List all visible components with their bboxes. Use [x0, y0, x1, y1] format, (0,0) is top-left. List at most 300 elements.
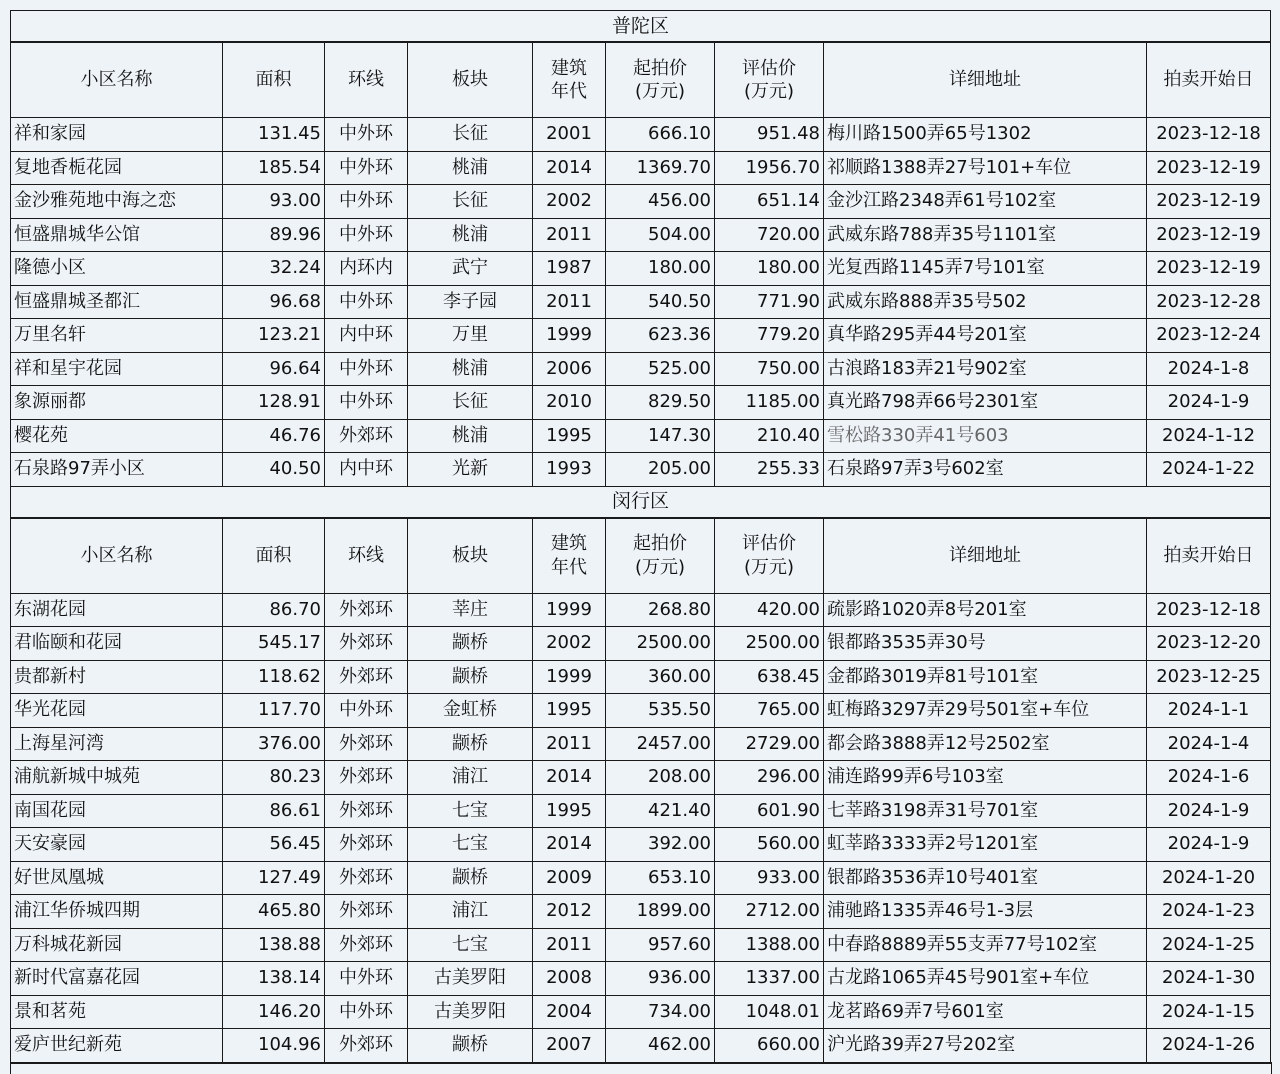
area-text: 86.61: [269, 799, 321, 821]
cell-ring-road: [325, 962, 408, 996]
cell-auction-date: [1147, 962, 1271, 996]
cell-appraisal-price: [715, 453, 824, 487]
auction-sheet: [10, 10, 1270, 1063]
ring-road-text: 外郊环: [339, 799, 393, 821]
cell-address: [824, 218, 1147, 252]
area-text: 96.64: [269, 357, 321, 379]
cell-community-name: [11, 794, 223, 828]
cell-community-name: [11, 218, 223, 252]
cell-community-name: [11, 694, 223, 728]
table-row: [11, 995, 1271, 1029]
cell-address: [824, 352, 1147, 386]
cell-start-price: [606, 761, 715, 795]
sector-text: 颛桥: [452, 1034, 488, 1056]
auction-date-text: 2024-1-25: [1161, 933, 1256, 955]
community-name-text: 浦航新城中城苑: [14, 766, 140, 788]
cell-area: [223, 660, 325, 694]
area-text: 131.45: [258, 123, 321, 145]
cell-ring-road: [325, 593, 408, 627]
sector-text: 长征: [452, 123, 488, 145]
cell-area: [223, 285, 325, 319]
cell-ring-road: [325, 995, 408, 1029]
area-text: 138.88: [258, 933, 321, 955]
start-price-text: 525.00: [648, 357, 711, 379]
area-text: 127.49: [258, 866, 321, 888]
area-text: 465.80: [258, 900, 321, 922]
cell-build-year: [533, 895, 606, 929]
table-row: [11, 218, 1271, 252]
address-text: 七莘路3198弄31号701室: [827, 799, 1039, 821]
ring-road-text: 外郊环: [339, 632, 393, 654]
column-header-row: [11, 42, 1271, 118]
cell-community-name: [11, 928, 223, 962]
cell-address: [824, 151, 1147, 185]
cell-auction-date: [1147, 761, 1271, 795]
cell-build-year: [533, 453, 606, 487]
sector-text: 古美罗阳: [434, 1000, 506, 1022]
cell-start-price: [606, 386, 715, 420]
address-text: 银都路3536弄10号401室: [827, 866, 1039, 888]
sector-text: 光新: [452, 458, 488, 480]
address-text: 真光路798弄66号2301室: [827, 391, 1039, 413]
sector-text: 古美罗阳: [434, 967, 506, 989]
cell-start-price: [606, 627, 715, 661]
community-name-text: 恒盛鼎城圣都汇: [14, 290, 140, 312]
cell-community-name: [11, 453, 223, 487]
cell-auction-date: [1147, 895, 1271, 929]
start-price-text: 2500.00: [636, 632, 711, 654]
cell-auction-date: [1147, 794, 1271, 828]
header-appraisal-price: 评估价 (万元): [715, 42, 824, 118]
cell-community-name: [11, 995, 223, 1029]
cell-address: [824, 319, 1147, 353]
area-text: 545.17: [258, 632, 321, 654]
start-price-text: 1369.70: [636, 156, 711, 178]
area-text: 146.20: [258, 1000, 321, 1022]
sector-text: 长征: [452, 391, 488, 413]
build-year-text: 2011: [546, 933, 592, 955]
cell-build-year: [533, 285, 606, 319]
appraisal-price-text: 720.00: [757, 223, 820, 245]
cell-address: [824, 761, 1147, 795]
cell-auction-date: [1147, 285, 1271, 319]
table-row: [11, 761, 1271, 795]
ring-road-text: 外郊环: [339, 1034, 393, 1056]
header-build-year: 建筑 年代: [533, 42, 606, 118]
table-body: [11, 11, 1271, 1063]
cell-ring-road: [325, 660, 408, 694]
start-price-text: 2457.00: [636, 732, 711, 754]
header-community-name: 小区名称: [11, 518, 223, 594]
cell-appraisal-price: [715, 218, 824, 252]
cell-area: [223, 828, 325, 862]
district-title: 闵行区: [11, 486, 1271, 518]
start-price-text: 456.00: [648, 190, 711, 212]
cell-community-name: [11, 962, 223, 996]
header-start-price: 起拍价 (万元): [606, 518, 715, 594]
cell-build-year: [533, 828, 606, 862]
start-price-text: 936.00: [648, 967, 711, 989]
cell-sector: [408, 660, 533, 694]
cell-sector: [408, 861, 533, 895]
cell-start-price: [606, 185, 715, 219]
table-row: [11, 1029, 1271, 1063]
cell-sector: [408, 386, 533, 420]
cell-address: [824, 694, 1147, 728]
auction-date-text: 2024-1-9: [1167, 833, 1250, 855]
cell-auction-date: [1147, 828, 1271, 862]
community-name-text: 复地香栀花园: [14, 156, 122, 178]
district-title-row: [11, 11, 1271, 43]
table-row: [11, 794, 1271, 828]
address-text: 金都路3019弄81号101室: [827, 665, 1039, 687]
cell-area: [223, 1029, 325, 1063]
community-name-text: 象源丽都: [14, 391, 86, 413]
cell-area: [223, 319, 325, 353]
auction-date-text: 2024-1-26: [1161, 1034, 1256, 1056]
appraisal-price-text: 1956.70: [745, 156, 820, 178]
area-text: 123.21: [258, 324, 321, 346]
cell-sector: [408, 593, 533, 627]
cell-ring-road: [325, 895, 408, 929]
appraisal-price-text: 210.40: [757, 424, 820, 446]
header-address: 详细地址: [824, 518, 1147, 594]
build-year-text: 1995: [546, 699, 592, 721]
cell-build-year: [533, 794, 606, 828]
cell-auction-date: [1147, 319, 1271, 353]
community-name-text: 贵都新村: [14, 665, 86, 687]
cell-area: [223, 928, 325, 962]
cell-start-price: [606, 118, 715, 152]
header-auction-date: 拍卖开始日: [1147, 518, 1271, 594]
sector-text: 浦江: [452, 766, 488, 788]
auction-date-text: 2024-1-22: [1161, 458, 1256, 480]
build-year-text: 2010: [546, 391, 592, 413]
cell-community-name: [11, 660, 223, 694]
cell-ring-road: [325, 828, 408, 862]
appraisal-price-text: 2729.00: [745, 732, 820, 754]
next-section-edge: [10, 1062, 1272, 1074]
cell-appraisal-price: [715, 151, 824, 185]
ring-road-text: 内中环: [339, 324, 393, 346]
sector-text: 桃浦: [452, 424, 488, 446]
cell-address: [824, 861, 1147, 895]
auction-date-text: 2023-12-19: [1156, 223, 1261, 245]
ring-road-text: 中外环: [339, 699, 393, 721]
cell-start-price: [606, 453, 715, 487]
auction-date-text: 2024-1-30: [1161, 967, 1256, 989]
auction-date-text: 2023-12-18: [1156, 123, 1261, 145]
sector-text: 金虹桥: [443, 699, 497, 721]
cell-sector: [408, 627, 533, 661]
table-row: [11, 453, 1271, 487]
appraisal-price-text: 771.90: [757, 290, 820, 312]
cell-start-price: [606, 727, 715, 761]
area-text: 89.96: [269, 223, 321, 245]
table-row: [11, 727, 1271, 761]
cell-area: [223, 386, 325, 420]
cell-address: [824, 118, 1147, 152]
appraisal-price-text: 933.00: [757, 866, 820, 888]
cell-auction-date: [1147, 1029, 1271, 1063]
cell-ring-road: [325, 252, 408, 286]
cell-build-year: [533, 660, 606, 694]
cell-area: [223, 761, 325, 795]
community-name-text: 景和茗苑: [14, 1000, 86, 1022]
cell-ring-road: [325, 453, 408, 487]
address-text: 中春路8889弄55支弄77号102室: [827, 933, 1097, 955]
build-year-text: 2008: [546, 967, 592, 989]
sector-text: 浦江: [452, 900, 488, 922]
area-text: 46.76: [269, 424, 321, 446]
cell-auction-date: [1147, 995, 1271, 1029]
cell-build-year: [533, 386, 606, 420]
cell-ring-road: [325, 727, 408, 761]
community-name-text: 浦江华侨城四期: [14, 900, 140, 922]
cell-community-name: [11, 761, 223, 795]
header-ring-road: 环线: [325, 42, 408, 118]
build-year-text: 2009: [546, 866, 592, 888]
build-year-text: 2014: [546, 156, 592, 178]
start-price-text: 180.00: [648, 257, 711, 279]
appraisal-price-text: 255.33: [757, 458, 820, 480]
build-year-text: 1987: [546, 257, 592, 279]
cell-area: [223, 694, 325, 728]
cell-address: [824, 895, 1147, 929]
cell-build-year: [533, 694, 606, 728]
cell-appraisal-price: [715, 828, 824, 862]
cell-auction-date: [1147, 352, 1271, 386]
community-name-text: 好世凤凰城: [14, 866, 104, 888]
sector-text: 颛桥: [452, 732, 488, 754]
start-price-text: 392.00: [648, 833, 711, 855]
ring-road-text: 中外环: [339, 223, 393, 245]
build-year-text: 2007: [546, 1034, 592, 1056]
auction-date-text: 2024-1-1: [1167, 699, 1250, 721]
cell-sector: [408, 694, 533, 728]
build-year-text: 2012: [546, 900, 592, 922]
cell-area: [223, 185, 325, 219]
area-text: 376.00: [258, 732, 321, 754]
cell-address: [824, 1029, 1147, 1063]
table-row: [11, 118, 1271, 152]
community-name-text: 华光花园: [14, 699, 86, 721]
appraisal-price-text: 1185.00: [745, 391, 820, 413]
address-text: 武威东路888弄35号502: [827, 290, 1027, 312]
community-name-text: 恒盛鼎城华公馆: [14, 223, 140, 245]
address-text: 梅川路1500弄65号1302: [827, 123, 1032, 145]
auction-date-text: 2023-12-25: [1156, 665, 1261, 687]
district-title-row: [11, 486, 1271, 518]
table-row: [11, 694, 1271, 728]
address-text: 虹梅路3297弄29号501室+车位: [827, 699, 1090, 721]
sector-text: 桃浦: [452, 156, 488, 178]
community-name-text: 万里名轩: [14, 324, 86, 346]
table-row: [11, 593, 1271, 627]
cell-address: [824, 727, 1147, 761]
cell-appraisal-price: [715, 895, 824, 929]
cell-appraisal-price: [715, 319, 824, 353]
table-row: [11, 419, 1271, 453]
cell-auction-date: [1147, 627, 1271, 661]
cell-community-name: [11, 252, 223, 286]
cell-start-price: [606, 151, 715, 185]
build-year-text: 1995: [546, 424, 592, 446]
build-year-text: 2004: [546, 1000, 592, 1022]
area-text: 86.70: [269, 598, 321, 620]
address-text: 浦驰路1335弄46号1-3层: [827, 900, 1034, 922]
cell-area: [223, 593, 325, 627]
cell-community-name: [11, 185, 223, 219]
auction-date-text: 2024-1-23: [1161, 900, 1256, 922]
ring-road-text: 中外环: [339, 190, 393, 212]
appraisal-price-text: 296.00: [757, 766, 820, 788]
cell-auction-date: [1147, 928, 1271, 962]
community-name-text: 樱花苑: [14, 424, 68, 446]
table-row: [11, 319, 1271, 353]
appraisal-price-text: 651.14: [757, 190, 820, 212]
ring-road-text: 中外环: [339, 156, 393, 178]
ring-road-text: 中外环: [339, 391, 393, 413]
cell-area: [223, 895, 325, 929]
cell-appraisal-price: [715, 1029, 824, 1063]
address-text: 石泉路97弄3号602室: [827, 458, 1004, 480]
cell-start-price: [606, 660, 715, 694]
column-header-row: [11, 518, 1271, 594]
cell-area: [223, 794, 325, 828]
community-name-text: 万科城花新园: [14, 933, 122, 955]
ring-road-text: 内中环: [339, 458, 393, 480]
cell-appraisal-price: [715, 694, 824, 728]
cell-sector: [408, 928, 533, 962]
community-name-text: 上海星河湾: [14, 732, 104, 754]
auction-date-text: 2024-1-15: [1161, 1000, 1256, 1022]
auction-date-text: 2023-12-20: [1156, 632, 1261, 654]
cell-ring-road: [325, 1029, 408, 1063]
start-price-text: 360.00: [648, 665, 711, 687]
sector-text: 万里: [452, 324, 488, 346]
start-price-text: 957.60: [648, 933, 711, 955]
cell-start-price: [606, 1029, 715, 1063]
community-name-text: 石泉路97弄小区: [14, 458, 145, 480]
cell-address: [824, 419, 1147, 453]
address-text: 金沙江路2348弄61号102室: [827, 190, 1057, 212]
cell-area: [223, 118, 325, 152]
cell-community-name: [11, 1029, 223, 1063]
cell-ring-road: [325, 928, 408, 962]
cell-build-year: [533, 962, 606, 996]
cell-auction-date: [1147, 727, 1271, 761]
ring-road-text: 外郊环: [339, 866, 393, 888]
start-price-text: 268.80: [648, 598, 711, 620]
cell-sector: [408, 319, 533, 353]
cell-start-price: [606, 794, 715, 828]
area-text: 40.50: [269, 458, 321, 480]
header-address: 详细地址: [824, 42, 1147, 118]
sector-text: 长征: [452, 190, 488, 212]
community-name-text: 爱庐世纪新苑: [14, 1034, 122, 1056]
cell-build-year: [533, 593, 606, 627]
appraisal-price-text: 1048.01: [745, 1000, 820, 1022]
cell-appraisal-price: [715, 352, 824, 386]
cell-sector: [408, 453, 533, 487]
cell-sector: [408, 794, 533, 828]
header-sector: 板块: [408, 518, 533, 594]
table-row: [11, 627, 1271, 661]
table-row: [11, 151, 1271, 185]
cell-start-price: [606, 319, 715, 353]
community-name-text: 君临颐和花园: [14, 632, 122, 654]
table-row: [11, 828, 1271, 862]
build-year-text: 2002: [546, 632, 592, 654]
header-start-price: 起拍价 (万元): [606, 42, 715, 118]
address-text: 武威东路788弄35号1101室: [827, 223, 1057, 245]
cell-appraisal-price: [715, 118, 824, 152]
cell-area: [223, 151, 325, 185]
area-text: 93.00: [269, 190, 321, 212]
cell-sector: [408, 419, 533, 453]
cell-sector: [408, 151, 533, 185]
auction-date-text: 2023-12-19: [1156, 190, 1261, 212]
auction-date-text: 2024-1-9: [1167, 391, 1250, 413]
auction-date-text: 2024-1-8: [1167, 357, 1250, 379]
cell-start-price: [606, 694, 715, 728]
cell-start-price: [606, 252, 715, 286]
appraisal-price-text: 951.48: [757, 123, 820, 145]
build-year-text: 1999: [546, 598, 592, 620]
cell-start-price: [606, 419, 715, 453]
cell-address: [824, 828, 1147, 862]
address-text: 光复西路1145弄7号101室: [827, 257, 1045, 279]
cell-ring-road: [325, 386, 408, 420]
auction-date-text: 2023-12-18: [1156, 598, 1261, 620]
start-price-text: 540.50: [648, 290, 711, 312]
header-auction-date: 拍卖开始日: [1147, 42, 1271, 118]
cell-auction-date: [1147, 151, 1271, 185]
cell-sector: [408, 962, 533, 996]
table-row: [11, 252, 1271, 286]
cell-build-year: [533, 995, 606, 1029]
build-year-text: 1999: [546, 324, 592, 346]
cell-community-name: [11, 627, 223, 661]
cell-appraisal-price: [715, 285, 824, 319]
header-community-name: 小区名称: [11, 42, 223, 118]
cell-sector: [408, 828, 533, 862]
table-row: [11, 928, 1271, 962]
sector-text: 七宝: [452, 933, 488, 955]
area-text: 118.62: [258, 665, 321, 687]
cell-start-price: [606, 593, 715, 627]
ring-road-text: 中外环: [339, 967, 393, 989]
ring-road-text: 外郊环: [339, 424, 393, 446]
start-price-text: 1899.00: [636, 900, 711, 922]
community-name-text: 祥和星宇花园: [14, 357, 122, 379]
build-year-text: 2011: [546, 290, 592, 312]
cell-appraisal-price: [715, 627, 824, 661]
cell-build-year: [533, 419, 606, 453]
auction-date-text: 2023-12-28: [1156, 290, 1261, 312]
cell-build-year: [533, 185, 606, 219]
auction-date-text: 2024-1-12: [1161, 424, 1256, 446]
address-text: 疏影路1020弄8号201室: [827, 598, 1027, 620]
cell-community-name: [11, 593, 223, 627]
cell-community-name: [11, 386, 223, 420]
cell-address: [824, 928, 1147, 962]
community-name-text: 南国花园: [14, 799, 86, 821]
cell-start-price: [606, 352, 715, 386]
table-row: [11, 352, 1271, 386]
cell-build-year: [533, 319, 606, 353]
